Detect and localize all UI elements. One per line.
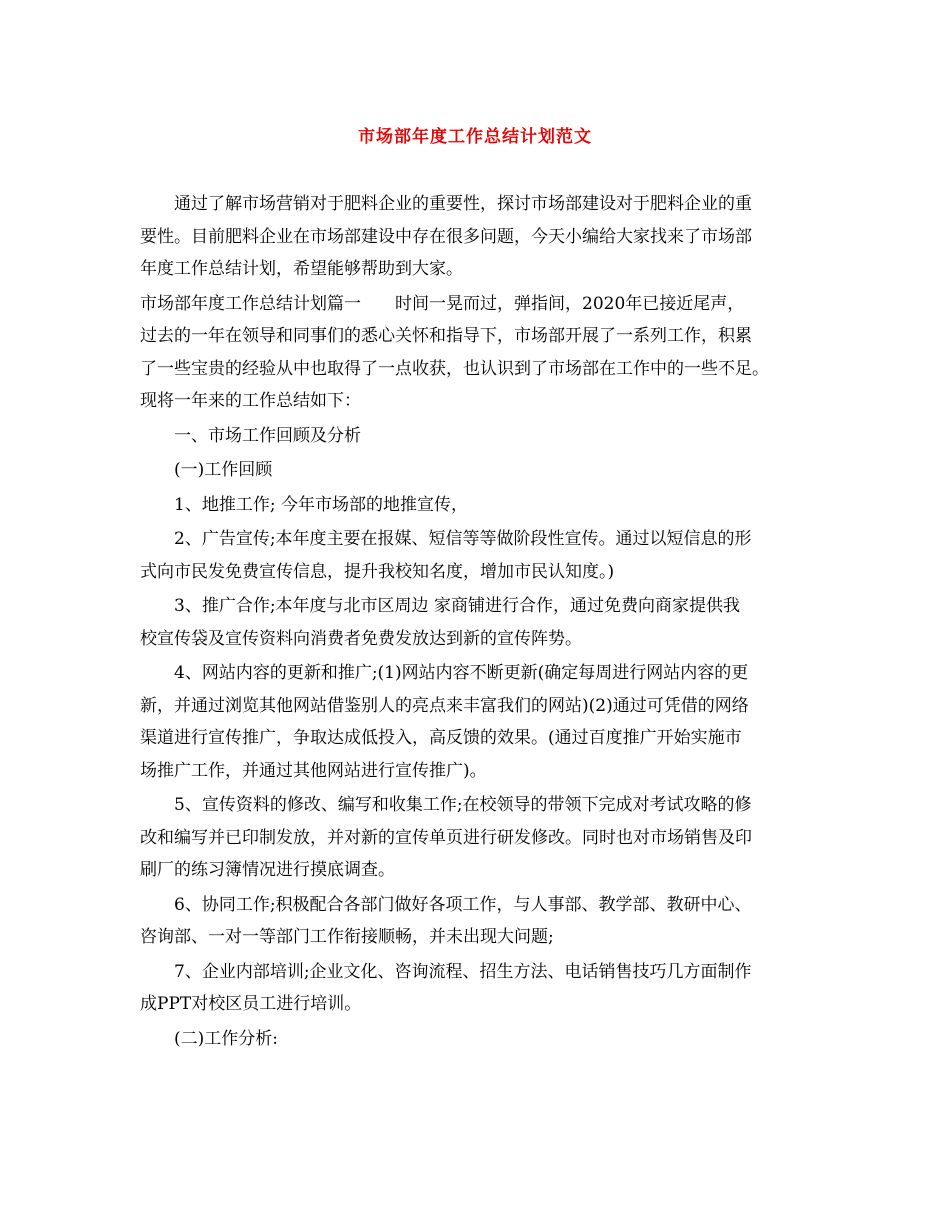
item-3 [140,590,815,655]
text-line: 1、地推工作; 今年市场部的地推宣传， [174,494,468,515]
text-line: 市场部年度工作总结计划篇一 时间一晃而过，弹指间，2020年已接近尾声， [140,293,745,314]
text-line: 通过了解市场营销对于肥料企业的重要性，探讨市场部建设对于肥料企业的重 [174,194,752,214]
text-line: 5、宣传资料的修改、编写和收集工作;在校领导的带领下完成对考试攻略的修 [174,795,752,815]
heading-market-review [140,420,815,453]
paragraph-intro [140,188,815,286]
item-4 [140,657,815,787]
text-line: 成PPT对校区员工进行培训。 [140,994,362,1014]
text-line: 刷厂的练习簿情况进行摸底调查。 [140,860,395,880]
text-line: 式向市民发免费宣传信息，提升我校知名度，增加市民认知度。) [140,561,615,582]
text-line: 现将一年来的工作总结如下： [140,391,361,411]
text-line: 了一些宝贵的经验从中也取得了一点收获，也认识到了市场部在工作中的一些不足。 [140,358,769,379]
item-7 [140,956,815,1021]
text-line: 3、推广合作;本年度与北市区周边 家商铺进行合作，通过免费向商家提供我 [174,596,740,616]
heading-work-analysis [140,1023,815,1056]
text-line: 咨询部、一对一等部门工作衔接顺畅，并未出现大问题; [140,927,554,947]
text-line: 校宣传袋及宣传资料向消费者免费发放达到新的宣传阵势。 [140,628,582,649]
text-line: 渠道进行宣传推广，争取达成低投入，高反馈的效果。(通过百度推广开始实施市 [140,728,742,748]
item-2 [140,523,815,588]
item-6 [140,889,815,954]
item-5 [140,789,815,887]
text-line: 一、市场工作回顾及分析 [174,425,361,446]
text-line: 要性。目前肥料企业在市场部建设中存在很多问题，今天小编给大家找来了市场部 [140,226,752,247]
text-line: 场推广工作，并通过其他网站进行宣传推广)。 [140,760,487,781]
text-line: (二)工作分析: [174,1028,278,1049]
text-line: (一)工作回顾 [174,460,273,480]
heading-work-review [140,454,815,487]
text-line: 2、广告宣传;本年度主要在报媒、短信等等做阶段性宣传。通过以短信息的形 [174,529,752,549]
text-line: 新，并通过浏览其他网站借鉴别人的亮点来丰富我们的网站)(2)通过可凭借的网络 [140,695,749,716]
text-line: 6、协同工作;积极配合各部门做好各项工作，与人事部、教学部、教研中心、 [174,894,752,915]
text-line: 年度工作总结计划，希望能够帮助到大家。 [140,259,463,279]
text-line: 7、企业内部培训;企业文化、咨询流程、招生方法、电话销售技巧几方面制作 [174,961,752,982]
item-1 [140,489,815,522]
text-line: 改和编写并已印制发放，并对新的宣传单页进行研发修改。同时也对市场销售及印 [140,827,752,848]
text-line: 4、网站内容的更新和推广;(1)网站内容不断更新(确定每周进行网站内容的更 [174,663,749,683]
text-line: 过去的一年在领导和同事们的悉心关怀和指导下，市场部开展了一系列工作，积累 [140,326,752,346]
document-body [140,188,815,1057]
paragraph-section-one [140,288,815,418]
document-title: 市场部年度工作总结计划范文 [358,127,592,147]
